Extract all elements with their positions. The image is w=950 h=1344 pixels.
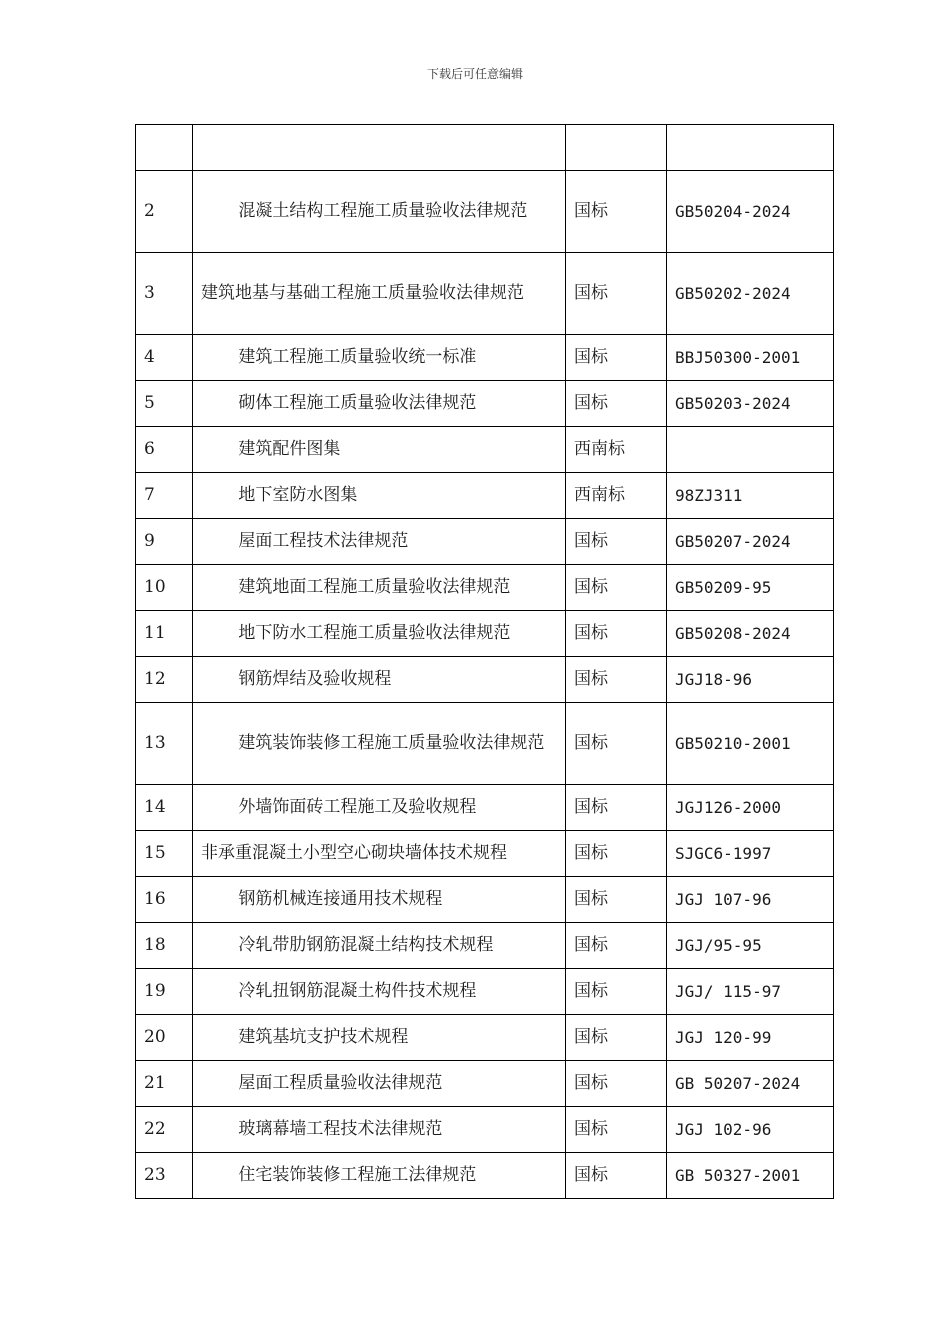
cell-no: 12	[136, 657, 193, 703]
standard-name: 非承重混凝土小型空心砌块墙体技术规程	[201, 843, 507, 863]
table-row	[136, 253, 834, 335]
cell-name	[193, 1061, 566, 1107]
cell-no: 2	[136, 171, 193, 253]
table-row	[136, 427, 834, 473]
cell-name	[193, 381, 566, 427]
cell-name	[193, 877, 566, 923]
standard-name: 外墙饰面砖工程施工及验收规程	[238, 797, 477, 817]
standard-name: 钢筋焊结及验收规程	[238, 669, 392, 689]
cell-no: 20	[136, 1015, 193, 1061]
table-row	[136, 703, 834, 785]
table-row	[136, 1107, 834, 1153]
table-row	[136, 1015, 834, 1061]
cell-no: 10	[136, 565, 193, 611]
cell-category: 国标	[566, 1061, 667, 1107]
cell-code: JGJ/95-95	[667, 923, 834, 969]
cell-name	[193, 335, 566, 381]
standard-name: 屋面工程技术法律规范	[238, 531, 409, 551]
standard-name: 建筑基坑支护技术规程	[238, 1027, 409, 1047]
cell-no: 16	[136, 877, 193, 923]
cell-code: SJGC6-1997	[667, 831, 834, 877]
cell-name	[193, 611, 566, 657]
cell-no: 22	[136, 1107, 193, 1153]
table-row	[136, 611, 834, 657]
cell-category: 国标	[566, 657, 667, 703]
cell-code: GB 50207-2024	[667, 1061, 834, 1107]
cell-code: GB50203-2024	[667, 381, 834, 427]
cell-name	[193, 969, 566, 1015]
cell-category: 西南标	[566, 473, 667, 519]
cell-category: 国标	[566, 335, 667, 381]
cell-no: 9	[136, 519, 193, 565]
cell-name	[193, 427, 566, 473]
cell-no: 14	[136, 785, 193, 831]
cell-code: GB50202-2024	[667, 253, 834, 335]
cell-code	[667, 125, 834, 171]
cell-code: GB50209-95	[667, 565, 834, 611]
cell-code	[667, 427, 834, 473]
cell-name	[193, 657, 566, 703]
table-row	[136, 969, 834, 1015]
cell-category: 国标	[566, 1015, 667, 1061]
cell-name	[193, 785, 566, 831]
cell-code: GB50208-2024	[667, 611, 834, 657]
cell-category: 西南标	[566, 427, 667, 473]
standard-name: 建筑工程施工质量验收统一标准	[238, 347, 477, 367]
table-row	[136, 831, 834, 877]
cell-code: JGJ/ 115-97	[667, 969, 834, 1015]
standard-name: 建筑地基与基础工程施工质量验收法律规范	[201, 283, 524, 303]
cell-name	[193, 1107, 566, 1153]
cell-category: 国标	[566, 1153, 667, 1199]
standard-name: 建筑配件图集	[238, 439, 341, 459]
cell-name	[193, 1153, 566, 1199]
table-row	[136, 877, 834, 923]
table-row	[136, 381, 834, 427]
cell-name	[193, 171, 566, 253]
cell-category: 国标	[566, 831, 667, 877]
cell-category: 国标	[566, 877, 667, 923]
table-row	[136, 923, 834, 969]
standard-name: 冷轧带肋钢筋混凝土结构技术规程	[238, 935, 494, 955]
cell-category: 国标	[566, 519, 667, 565]
cell-category: 国标	[566, 565, 667, 611]
table-row	[136, 473, 834, 519]
standard-name: 冷轧扭钢筋混凝土构件技术规程	[238, 981, 477, 1001]
standard-name: 玻璃幕墙工程技术法律规范	[238, 1119, 443, 1139]
cell-code: JGJ126-2000	[667, 785, 834, 831]
cell-code: JGJ 120-99	[667, 1015, 834, 1061]
standards-table	[135, 124, 834, 1199]
cell-name	[193, 253, 566, 335]
cell-no: 19	[136, 969, 193, 1015]
cell-category: 国标	[566, 1107, 667, 1153]
cell-category: 国标	[566, 253, 667, 335]
cell-no: 6	[136, 427, 193, 473]
cell-code: JGJ18-96	[667, 657, 834, 703]
cell-code: JGJ 107-96	[667, 877, 834, 923]
cell-name	[193, 703, 566, 785]
table-row	[136, 657, 834, 703]
cell-category: 国标	[566, 171, 667, 253]
cell-no: 11	[136, 611, 193, 657]
table-row	[136, 1153, 834, 1199]
standard-name: 地下防水工程施工质量验收法律规范	[238, 623, 511, 643]
cell-no: 5	[136, 381, 193, 427]
cell-code: GB50210-2001	[667, 703, 834, 785]
table-row	[136, 335, 834, 381]
cell-name	[193, 923, 566, 969]
cell-code: JGJ 102-96	[667, 1107, 834, 1153]
standard-name: 建筑装饰装修工程施工质量验收法律规范	[238, 733, 545, 753]
standard-name: 地下室防水图集	[238, 485, 358, 505]
cell-name	[193, 1015, 566, 1061]
table-row	[136, 125, 834, 171]
cell-no: 18	[136, 923, 193, 969]
cell-code: GB50207-2024	[667, 519, 834, 565]
cell-code: BBJ50300-2001	[667, 335, 834, 381]
standard-name: 住宅装饰装修工程施工法律规范	[238, 1165, 477, 1185]
cell-code: GB50204-2024	[667, 171, 834, 253]
standard-name: 建筑地面工程施工质量验收法律规范	[238, 577, 511, 597]
cell-category: 国标	[566, 785, 667, 831]
cell-no: 23	[136, 1153, 193, 1199]
standard-name: 混凝土结构工程施工质量验收法律规范	[238, 201, 528, 221]
cell-category: 国标	[566, 969, 667, 1015]
standard-name: 砌体工程施工质量验收法律规范	[238, 393, 477, 413]
header-note: 下载后可任意编辑	[426, 67, 523, 81]
cell-code: GB 50327-2001	[667, 1153, 834, 1199]
cell-name	[193, 519, 566, 565]
table-row	[136, 1061, 834, 1107]
cell-category: 国标	[566, 923, 667, 969]
cell-name	[193, 831, 566, 877]
cell-no	[136, 125, 193, 171]
cell-name	[193, 473, 566, 519]
standards-table-body	[136, 125, 834, 1199]
cell-no: 13	[136, 703, 193, 785]
standard-name: 屋面工程质量验收法律规范	[238, 1073, 443, 1093]
cell-category	[566, 125, 667, 171]
table-row	[136, 785, 834, 831]
cell-no: 3	[136, 253, 193, 335]
cell-no: 7	[136, 473, 193, 519]
cell-no: 15	[136, 831, 193, 877]
cell-category: 国标	[566, 611, 667, 657]
cell-category: 国标	[566, 381, 667, 427]
table-row	[136, 519, 834, 565]
cell-no: 21	[136, 1061, 193, 1107]
table-row	[136, 565, 834, 611]
cell-no: 4	[136, 335, 193, 381]
cell-category: 国标	[566, 703, 667, 785]
table-row	[136, 171, 834, 253]
cell-name	[193, 125, 566, 171]
cell-name	[193, 565, 566, 611]
standard-name: 钢筋机械连接通用技术规程	[238, 889, 443, 909]
cell-code: 98ZJ311	[667, 473, 834, 519]
